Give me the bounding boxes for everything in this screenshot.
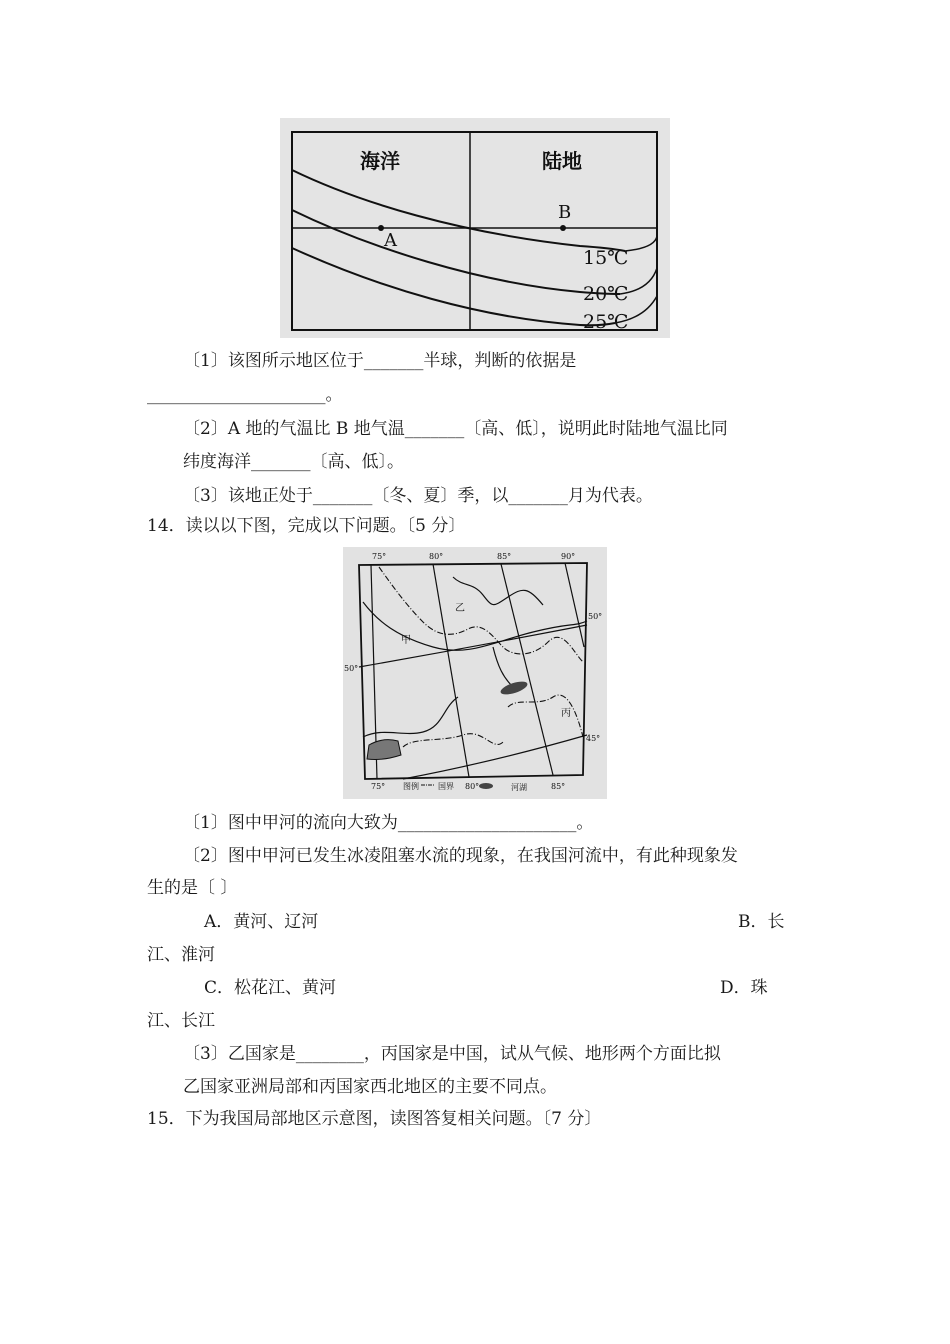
q14-part2-line1: 〔2〕图中甲河已发生冰凌阻塞水流的现象，在我国河流中，有此种现象发 (183, 846, 738, 866)
label-jia: 甲 (401, 635, 411, 646)
river-tributary (493, 647, 513, 687)
river-jia (363, 602, 587, 650)
region-map (343, 547, 607, 799)
q14-option-a: A．黄河、辽河 (204, 912, 319, 932)
q13-part2-line1: 〔2〕A 地的气温比 B 地气温_______〔高、低〕，说明此时陆地气温比同 (183, 419, 728, 439)
q13-part3: 〔3〕该地正处于_______〔冬、夏〕季，以_______月为代表。 (183, 486, 653, 506)
label-point-b: B (558, 202, 572, 223)
q13-part1-line2: _____________________。 (147, 385, 343, 405)
label-yi: 乙 (455, 603, 465, 614)
q14-part2-line2: 生的是〔 〕 (147, 878, 238, 898)
q14-part3-line1: 〔3〕乙国家是________，丙国家是中国，试从气候、地形两个方面比拟 (183, 1044, 721, 1064)
lake-balkhash (499, 679, 529, 697)
parallel-50 (359, 625, 587, 667)
isotherm-15-line (292, 170, 625, 251)
isotherm-25-line (292, 248, 615, 325)
q14-option-d: D．珠 (720, 978, 768, 998)
label-ocean: 海洋 (360, 149, 400, 173)
label-land: 陆地 (542, 149, 582, 173)
map-figure (343, 547, 607, 799)
point-b-marker (560, 225, 566, 231)
label-bing: 丙 (561, 708, 571, 719)
lon-80-bottom: 80° (465, 782, 480, 791)
national-border-north (379, 567, 583, 662)
q14-part1: 〔1〕图中甲河的流向大致为_____________________。 (183, 813, 594, 833)
label-isotherm-20: 20℃ (583, 283, 629, 305)
national-border-south (403, 734, 503, 747)
label-point-a: A (384, 230, 397, 251)
isotherm-diagram (280, 118, 670, 338)
lat-50-left: 50° (344, 664, 359, 673)
legend-title: 图例 (403, 782, 419, 791)
lat-45-right: 45° (586, 734, 601, 743)
river-north (453, 577, 543, 605)
q14-option-d-cont: 江、长江 (147, 1011, 215, 1031)
legend-border: 国界 (438, 782, 454, 791)
lon-80-top: 80° (429, 552, 444, 561)
label-isotherm-15: 15℃ (583, 247, 629, 269)
meridian-80 (433, 564, 469, 777)
q15-title: 15．下为我国局部地区示意图，读图答复相关问题。〔7 分〕 (147, 1109, 602, 1129)
legend-lake: 河湖 (511, 783, 527, 792)
lon-75-top: 75° (372, 552, 387, 561)
national-border-east (508, 695, 583, 737)
q14-option-b-cont: 江、淮河 (147, 945, 215, 965)
lake-sw (367, 740, 401, 760)
isotherm-figure (280, 118, 670, 338)
lon-90-top: 90° (561, 552, 576, 561)
q14-part3-line2: 乙国家亚洲局部和丙国家西北地区的主要不同点。 (183, 1077, 557, 1097)
meridian-85 (501, 564, 553, 775)
river-south (363, 697, 458, 737)
lon-85-top: 85° (497, 552, 512, 561)
q13-part1-line1: 〔1〕该图所示地区位于_______半球，判断的依据是 (183, 351, 577, 371)
legend-lake-symbol (479, 783, 493, 789)
q13-part2-line2: 纬度海洋_______〔高、低〕。 (183, 452, 404, 472)
q14-option-b: B．长 (738, 912, 785, 932)
isotherm-15-tail (625, 236, 657, 251)
label-isotherm-25: 25℃ (583, 311, 629, 333)
lon-85-bottom: 85° (551, 782, 566, 791)
q14-option-c: C．松花江、黄河 (204, 978, 337, 998)
parallel-45 (403, 735, 587, 779)
meridian-90 (565, 563, 584, 647)
lon-75-bottom: 75° (371, 782, 386, 791)
lat-50-right: 50° (588, 612, 603, 621)
q14-title: 14．读以以下图，完成以下问题。〔5 分〕 (147, 516, 466, 536)
